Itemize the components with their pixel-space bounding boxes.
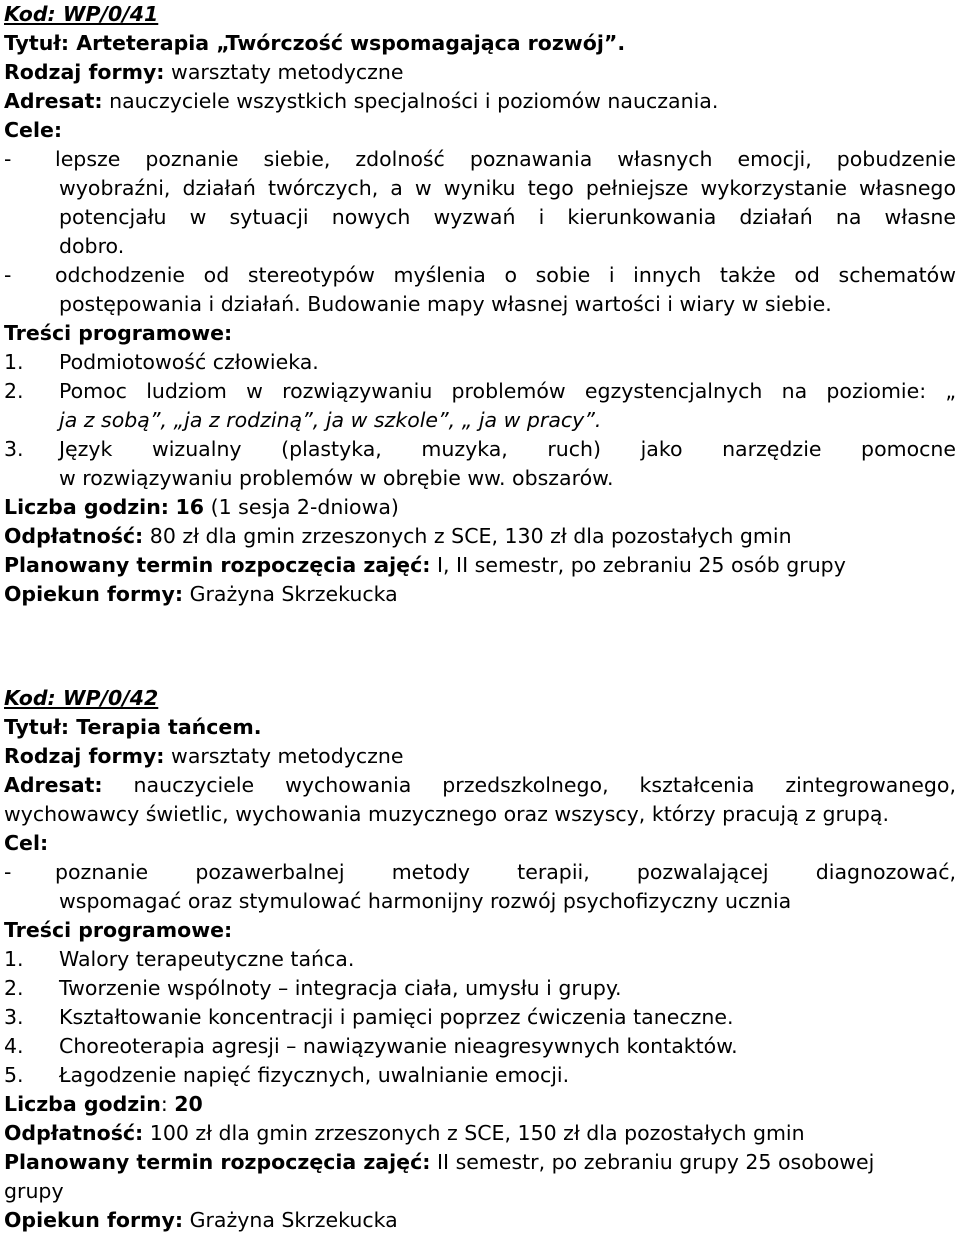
- course-form: Rodzaj formy: warsztaty metodyczne: [4, 744, 404, 768]
- course-start-cont: grupy: [4, 1179, 64, 1203]
- content-item: 2. Tworzenie wspólnoty – integracja ciała, umysłu i grupy.: [4, 976, 622, 1000]
- content-item: 3. Kształtowanie koncentracji i pamięci poprzez ćwiczenia taneczne.: [4, 1005, 734, 1029]
- course-start: Planowany termin rozpoczęcia zajęć: I, II semestr, po zebraniu 25 osób grupy: [4, 553, 846, 577]
- course-hours: Liczba godzin: 20: [4, 1092, 203, 1116]
- course-addressee: Adresat: nauczyciele wszystkich specjalności i poziomów nauczania.: [4, 89, 719, 113]
- course-tutor: Opiekun formy: Grażyna Skrzekucka: [4, 582, 398, 606]
- course-hours: Liczba godzin: 16 (1 sesja 2-dniowa): [4, 495, 399, 519]
- goal-line: dobro.: [59, 234, 125, 258]
- goal-line: postępowania i działań. Budowanie mapy własnej wartości i wiary w siebie.: [59, 292, 832, 316]
- course-title: Tytuł: Terapia tańcem.: [4, 715, 262, 739]
- course-form: Rodzaj formy: warsztaty metodyczne: [4, 60, 404, 84]
- course-wp-0-41: [4, 0, 956, 609]
- content-item: 2. Pomoc ludziom w rozwiązywaniu problemów egzystencjalnych na poziomie: „: [4, 379, 956, 403]
- goals-heading: Cele:: [4, 118, 63, 142]
- course-fee: Odpłatność: 100 zł dla gmin zrzeszonych z SCE, 150 zł dla pozostałych gmin: [4, 1121, 805, 1145]
- course-code: Kod: WP/0/42: [4, 686, 159, 710]
- goal-line: - odchodzenie od stereotypów myślenia o sobie i innych także od schematów: [4, 263, 956, 287]
- course-tutor: Opiekun formy: Grażyna Skrzekucka: [4, 1208, 398, 1232]
- course-addressee-cont: wychowawcy świetlic, wychowania muzycznego oraz wszyscy, którzy pracują z grupą.: [4, 802, 889, 826]
- content-item: 3. Język wizualny (plastyka, muzyka, ruch) jako narzędzie pomocne: [4, 437, 956, 461]
- content-heading: Treści programowe:: [4, 918, 233, 942]
- goal-line: potencjału w sytuacji nowych wyzwań i kierunkowania działań na własne: [59, 205, 956, 229]
- content-item: 5. Łagodzenie napięć fizycznych, uwalnianie emocji.: [4, 1063, 570, 1087]
- content-item: 4. Choreoterapia agresji – nawiązywanie nieagresywnych kontaktów.: [4, 1034, 738, 1058]
- content-item-cont: ja z sobą”, „ja z rodziną”, ja w szkole”, „ ja w pracy”.: [59, 408, 602, 432]
- goal-line: wyobraźni, działań twórczych, a w wyniku tego pełniejsze wykorzystanie własnego: [59, 176, 956, 200]
- course-title: Tytuł: Arteterapia „Twórczość wspomagająca rozwój”.: [4, 31, 626, 55]
- content-item: 1. Walory terapeutyczne tańca.: [4, 947, 355, 971]
- goal-line: - poznanie pozawerbalnej metody terapii, pozwalającej diagnozować,: [4, 860, 956, 884]
- content-item: 1. Podmiotowość człowieka.: [4, 350, 319, 374]
- course-addressee: Adresat: nauczyciele wychowania przedszkolnego, kształcenia zintegrowanego,: [4, 773, 956, 797]
- course-start: Planowany termin rozpoczęcia zajęć: II semestr, po zebraniu grupy 25 osobowej: [4, 1150, 875, 1174]
- goal-line: - lepsze poznanie siebie, zdolność poznawania własnych emocji, pobudzenie: [4, 147, 956, 171]
- content-item-cont: w rozwiązywaniu problemów w obrębie ww. obszarów.: [59, 466, 614, 490]
- goal-line: wspomagać oraz stymulować harmonijny rozwój psychofizyczny ucznia: [59, 889, 792, 913]
- course-fee: Odpłatność: 80 zł dla gmin zrzeszonych z SCE, 130 zł dla pozostałych gmin: [4, 524, 792, 548]
- course-code: Kod: WP/0/41: [4, 2, 159, 26]
- goals-heading: Cel:: [4, 831, 49, 855]
- content-heading: Treści programowe:: [4, 321, 233, 345]
- course-wp-0-42: [4, 684, 956, 1235]
